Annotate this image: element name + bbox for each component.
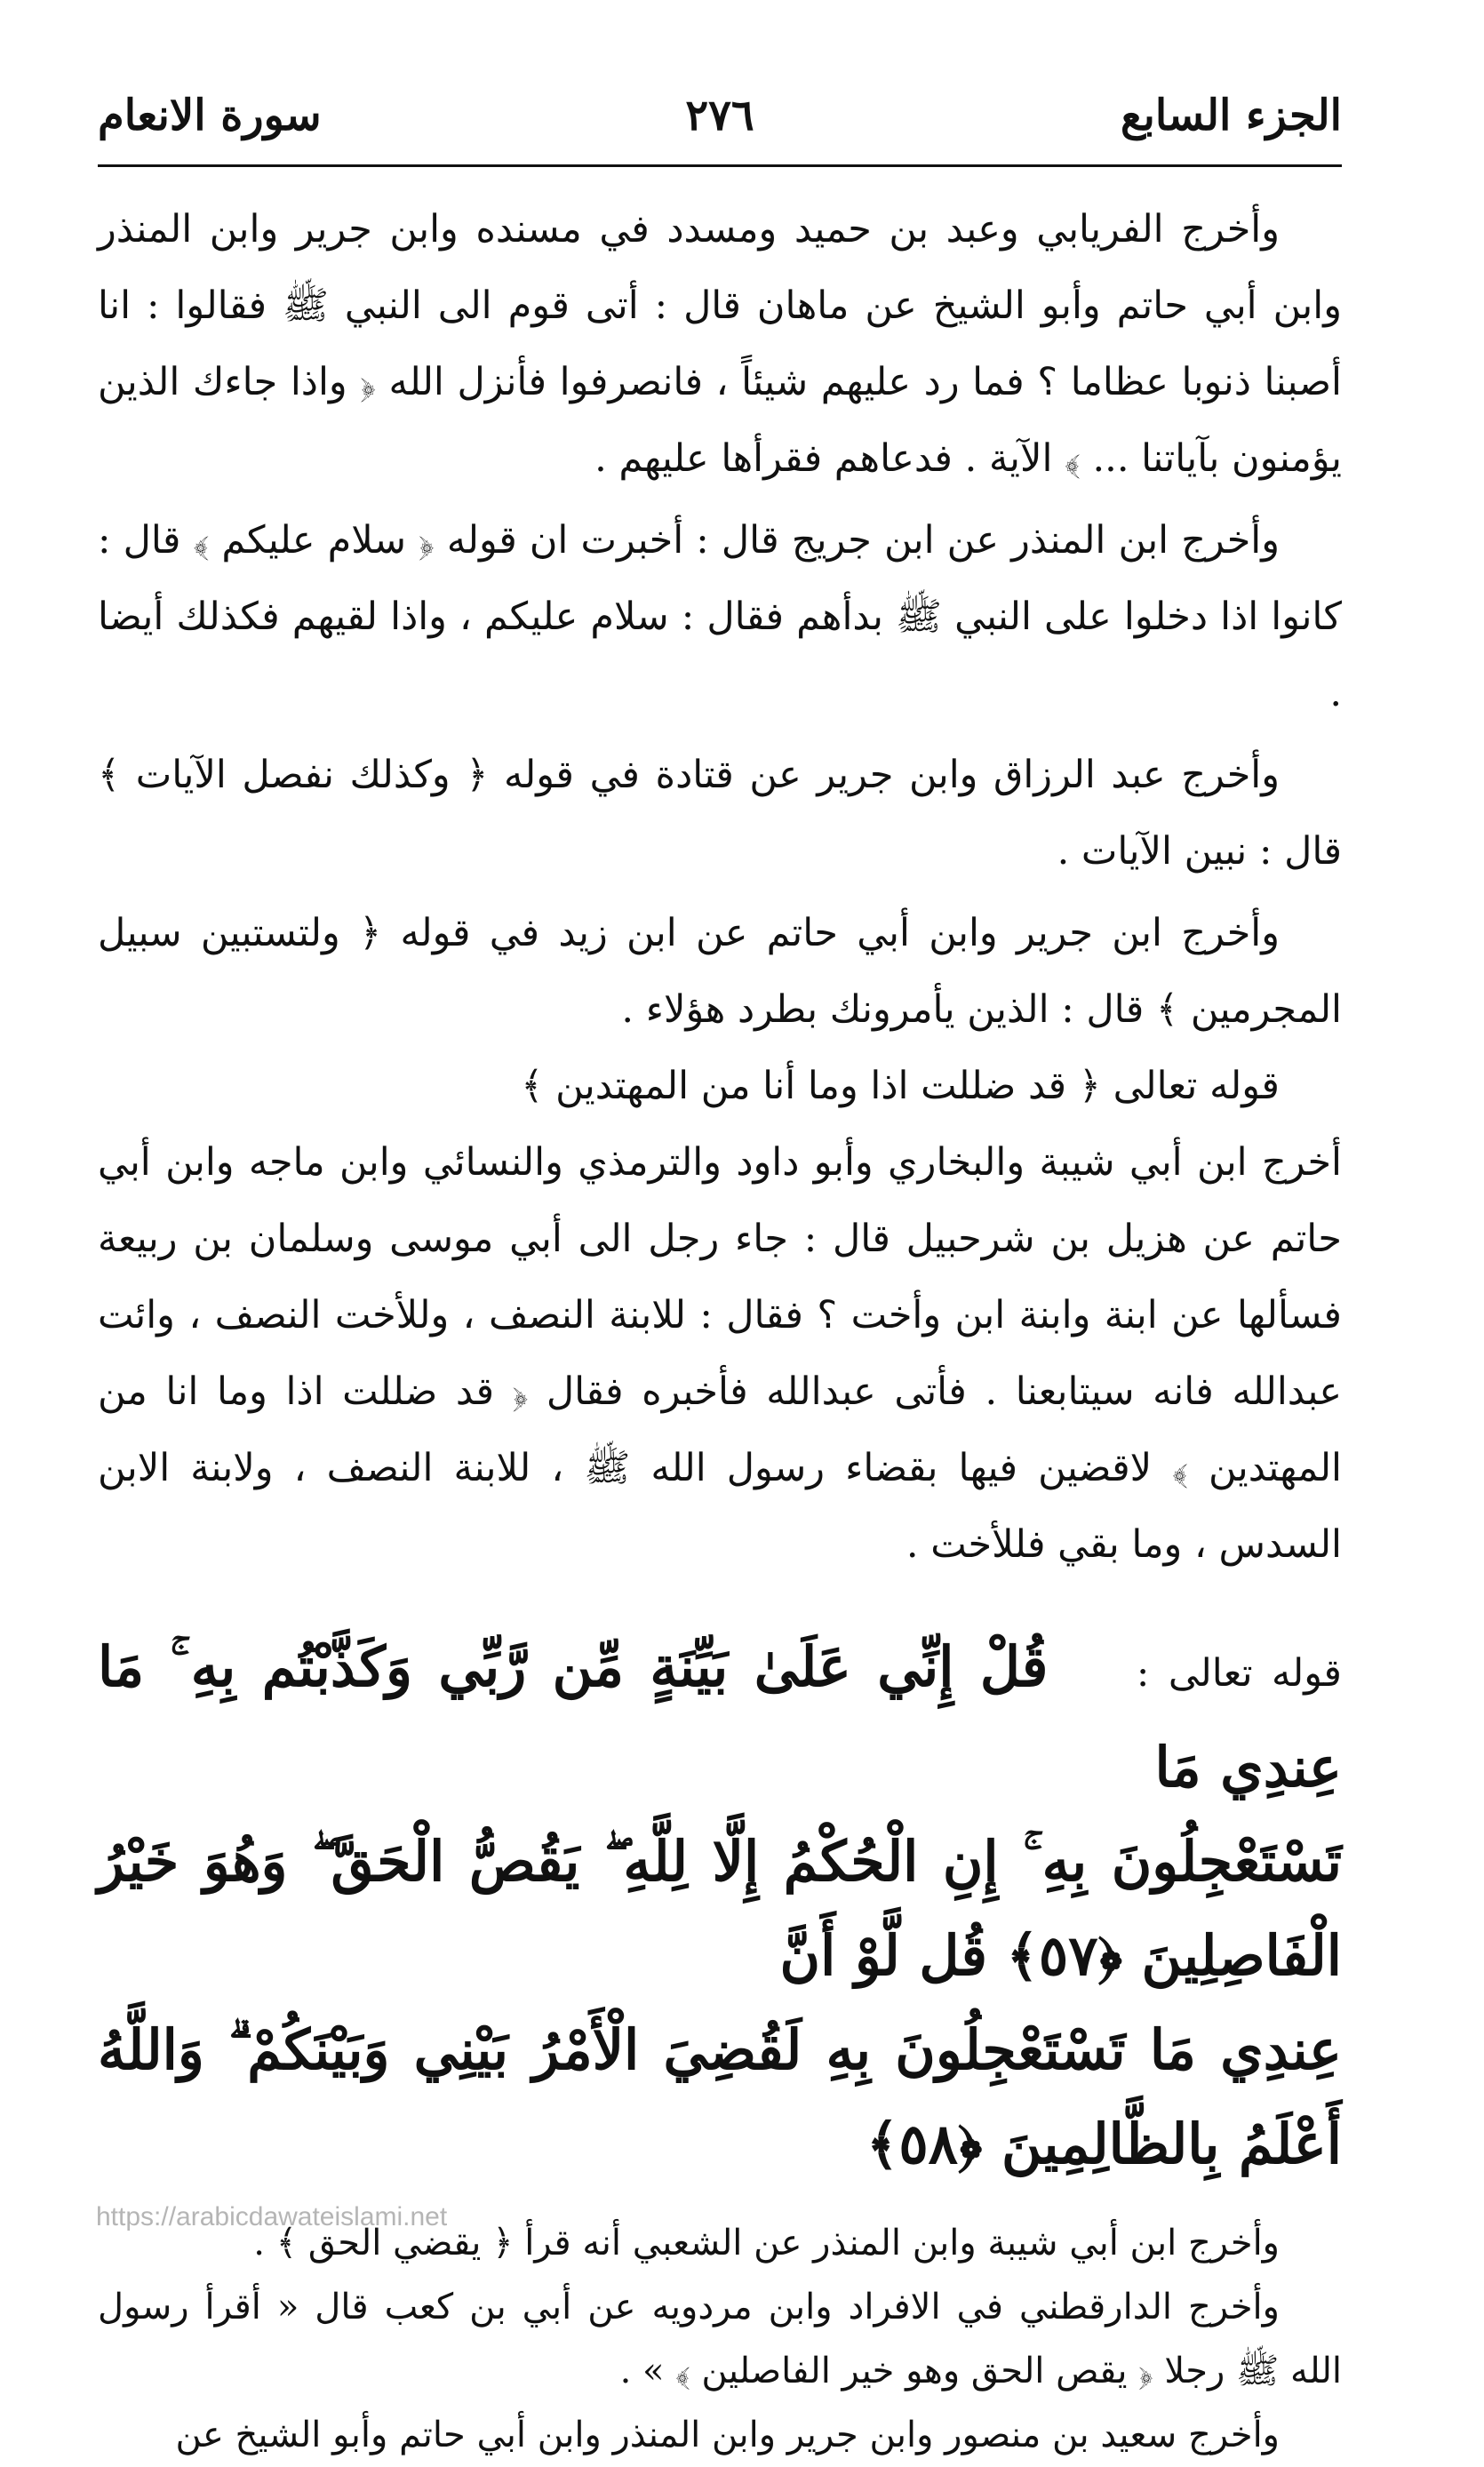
paragraph-said-bin-mansur: وأخرج سعيد بن منصور وابن جرير وابن المنذر وابن أبي حاتم وأبو الشيخ عن xyxy=(175,2415,1280,2455)
part-title: الجزء السابع xyxy=(1120,91,1342,140)
paragraph-shabi: وأخرج ابن أبي شيبة وابن المنذر عن الشعبي أنه قرأ ﴿ يقضي الحق ﴾ . xyxy=(253,2223,1280,2263)
verse-line-text: قُلْ إِنِّي عَلَىٰ بَيِّنَةٍ مِّن رَّبِّي وَكَذَّبْتُم بِهِ ۚ مَا عِندِي مَا xyxy=(98,1634,1342,1800)
page-body xyxy=(98,191,1342,2467)
verse-heading: قوله تعالى ﴿ قد ضللت اذا وما أنا من المهتدين ﴾ xyxy=(521,1064,1280,1108)
paragraph-ibn-zayd: وأخرج ابن جرير وابن أبي حاتم عن ابن زيد في قوله ﴿ ولتستبين سبيل المجرمين ﴾ قال : الذين يأمرونك بطرد هؤلاء . xyxy=(98,911,1342,1032)
verse-line xyxy=(98,1620,1342,1815)
paragraph-huzayl: أخرج ابن أبي شيبة والبخاري وأبو داود والترمذي والنسائي وابن ماجه وابن أبي حاتم عن هزيل بن شرحبيل قال : جاء رجل الى أبي موسى وسلمان بن ربيعة فسألها عن ابنة وابنة ابن وأخت ؟ فقال : للابنة النصف ، وللأخت النصف ، وائت عبدالله فانه سيتابعنا . فأتى عبدالله فأخبره فقال ﴿ قد ضللت اذا وما انا من المهتدين ﴾ لاقضين فيها بقضاء رسول الله ﷺ ، للابنة النصف ، ولابنة الابن السدس ، وما بقي فللأخت . xyxy=(98,1140,1342,1567)
page-header xyxy=(98,71,1342,160)
verse-line: عِندِي مَا تَسْتَعْجِلُونَ بِهِ لَقُضِيَ الْأَمْرُ بَيْنِي وَبَيْنَكُمْ ۗ وَاللَّهُ أَعْلَمُ بِالظَّالِمِينَ ﴿٥٨﴾ xyxy=(98,2017,1342,2176)
verse-intro: قوله تعالى : xyxy=(1136,1651,1342,1696)
quran-verse-block xyxy=(98,1620,1342,2192)
page-number: ٢٧٦ xyxy=(685,91,754,140)
watermark-url: https://arabicdawateislami.net xyxy=(96,2202,448,2231)
surah-title: سورة الانعام xyxy=(98,91,322,140)
verse-line: تَسْتَعْجِلُونَ بِهِ ۚ إِنِ الْحُكْمُ إِلَّا لِلَّهِ ۖ يَقُصُّ الْحَقَّ ۖ وَهُوَ خَيْرُ الْفَاصِلِينَ ﴿٥٧﴾ قُل لَّوْ أَنَّ xyxy=(98,1829,1342,1988)
paragraph-ibn-jurayj: وأخرج ابن المنذر عن ابن جريج قال : أخبرت ان قوله ﴿ سلام عليكم ﴾ قال : كانوا اذا دخلوا على النبي ﷺ بدأهم فقال : سلام عليكم ، واذا لقيهم فكذلك أيضا . xyxy=(98,518,1342,715)
paragraph-qatada: وأخرج عبد الرزاق وابن جرير عن قتادة في قوله ﴿ وكذلك نفصل الآيات ﴾ قال : نبين الآيات . xyxy=(98,753,1342,874)
paragraph-mahan: وأخرج الفريابي وعبد بن حميد ومسدد في مسنده وابن جرير وابن المنذر وابن أبي حاتم وأبو الشيخ عن ماهان قال : أتى قوم الى النبي ﷺ فقالوا : انا أصبنا ذنوبا عظاما ؟ فما رد عليهم شيئاً ، فانصرفوا فأنزل الله ﴿ واذا جاءك الذين يؤمنون بآياتنا ... ﴾ الآية . فدعاهم فقرأها عليهم . xyxy=(98,207,1342,481)
header-divider xyxy=(98,164,1342,167)
paragraph-daraqutni: وأخرج الدارقطني في الافراد وابن مردويه عن أبي بن كعب قال « أقرأ رسول الله ﷺ رجلا ﴿ يقص الحق وهو خير الفاصلين ﴾ » . xyxy=(98,2287,1342,2391)
